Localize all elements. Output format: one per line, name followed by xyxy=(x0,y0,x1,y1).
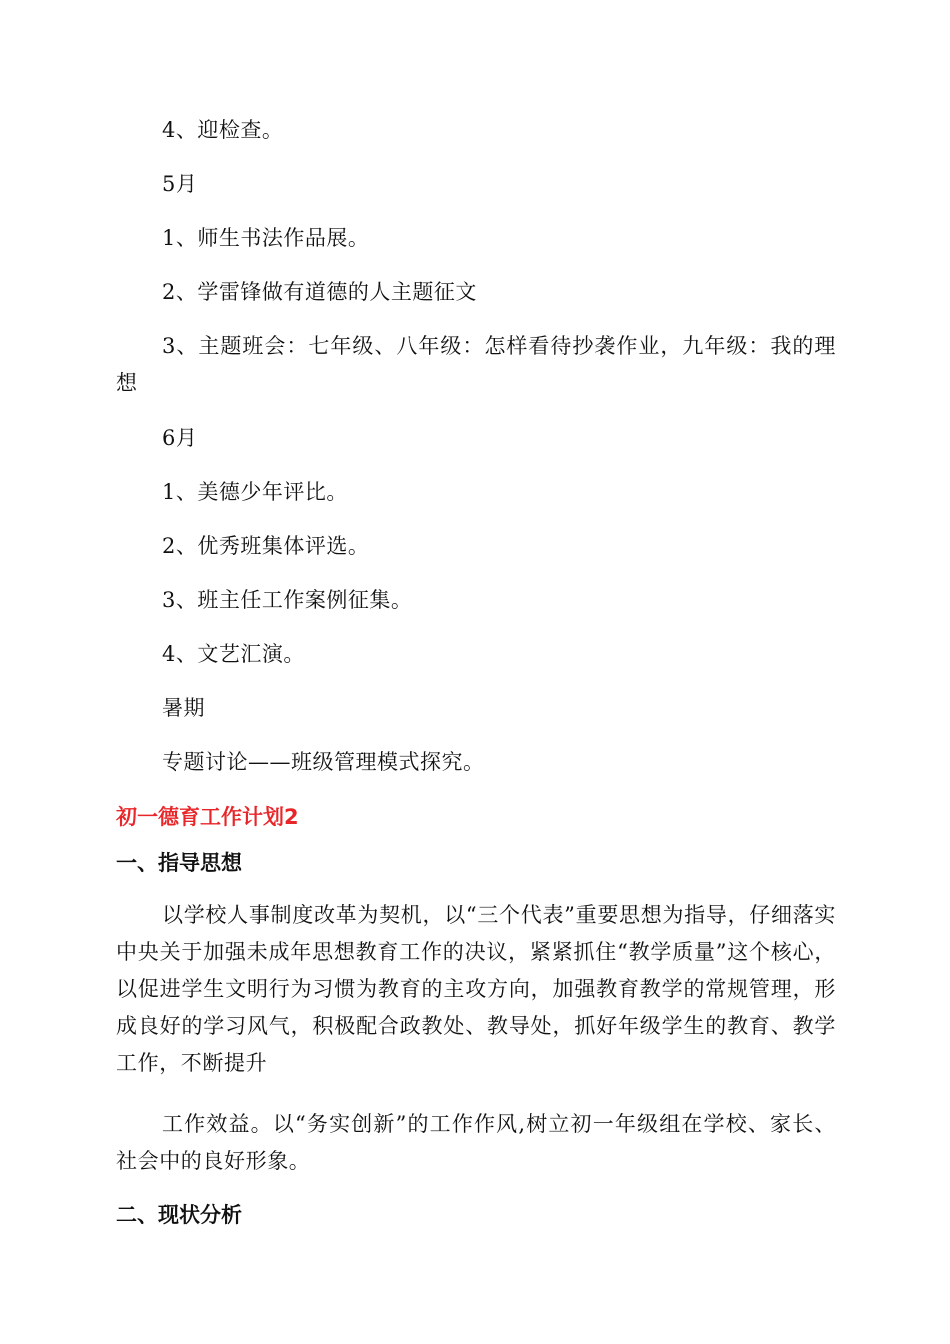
paragraph: 以学校人事制度改革为契机，以“三个代表”重要思想为指导，仔细落实中央关于加强未成年思想教育工作的决议，紧紧抓住“教学质量”这个核心，以促进学生文明行为习惯为教育的主攻方向，加强教育教学的常规管理，形成良好的学习风气，积极配合政教处、教导处，抓好年级学生的教育、教学工作，不断提升 xyxy=(116,903,836,1075)
list-item: 4、文艺汇演。 xyxy=(162,642,305,666)
paragraph: 工作效益。以“务实创新”的工作作风,树立初一年级组在学校、家长、社会中的良好形象。 xyxy=(116,1112,836,1173)
heading-guiding-thought: 一、指导思想 xyxy=(116,851,242,875)
list-item: 3、主题班会：七年级、八年级：怎样看待抄袭作业，九年级：我的理想 xyxy=(116,334,836,395)
list-item: 4、迎检查。 xyxy=(162,118,284,142)
section-title: 初一德育工作计划2 xyxy=(116,805,299,829)
list-item: 1、师生书法作品展。 xyxy=(162,226,370,250)
period-label: 暑期 xyxy=(162,696,205,720)
month-label: 6月 xyxy=(162,426,198,450)
list-item: 2、学雷锋做有道德的人主题征文 xyxy=(162,280,477,304)
list-item: 2、优秀班集体评选。 xyxy=(162,534,370,558)
month-label: 5月 xyxy=(162,172,198,196)
list-item: 1、美德少年评比。 xyxy=(162,480,348,504)
list-item: 专题讨论——班级管理模式探究。 xyxy=(162,750,485,774)
list-item: 3、班主任工作案例征集。 xyxy=(162,588,413,612)
heading-status-analysis: 二、现状分析 xyxy=(116,1203,242,1227)
